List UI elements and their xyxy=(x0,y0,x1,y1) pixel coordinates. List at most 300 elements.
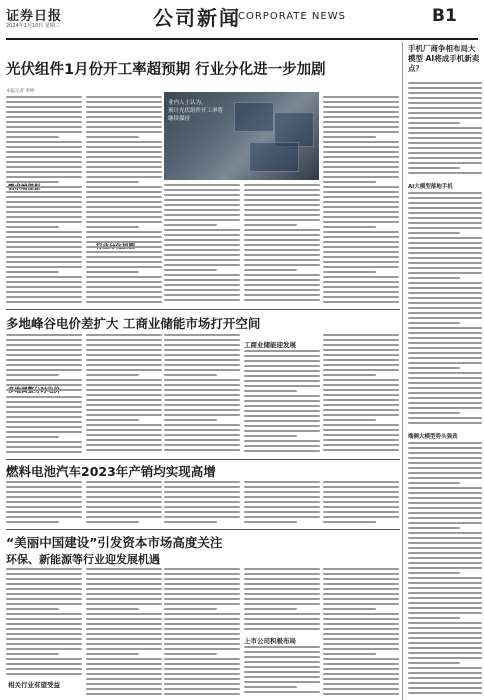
text-line xyxy=(244,651,320,653)
text-line xyxy=(323,658,399,660)
text-line xyxy=(86,444,162,446)
text-line xyxy=(408,312,482,314)
text-line xyxy=(6,638,82,640)
text-line xyxy=(6,106,82,108)
text-line xyxy=(164,653,217,655)
text-line xyxy=(6,496,82,498)
text-line xyxy=(323,678,399,680)
text-line xyxy=(164,359,240,361)
text-line xyxy=(408,587,482,589)
text-line xyxy=(86,481,162,483)
text-line xyxy=(86,344,162,346)
text-line xyxy=(164,229,240,231)
text-line xyxy=(244,676,320,678)
text-line xyxy=(164,506,240,508)
body-text-column xyxy=(164,334,240,456)
text-line xyxy=(408,522,482,524)
text-line xyxy=(6,663,82,665)
text-line xyxy=(323,334,399,336)
body-text-column xyxy=(244,350,320,456)
text-line xyxy=(244,370,320,372)
text-line xyxy=(6,384,82,386)
text-line xyxy=(408,692,482,694)
text-line xyxy=(86,186,162,188)
text-line xyxy=(6,421,82,423)
text-line xyxy=(6,221,82,223)
text-line xyxy=(408,132,482,134)
text-line xyxy=(6,231,82,233)
text-line xyxy=(408,332,482,334)
text-line xyxy=(86,506,162,508)
text-line xyxy=(408,197,482,199)
text-line xyxy=(6,141,82,143)
text-line xyxy=(244,435,297,437)
text-line xyxy=(86,429,162,431)
text-line xyxy=(164,521,217,523)
text-line xyxy=(86,196,162,198)
text-line xyxy=(86,486,162,488)
text-line xyxy=(86,206,162,208)
text-line xyxy=(6,486,82,488)
text-line xyxy=(408,592,482,594)
text-line xyxy=(408,297,482,299)
text-line xyxy=(164,394,240,396)
text-line xyxy=(164,214,240,216)
text-line xyxy=(244,289,320,291)
text-line xyxy=(164,491,240,493)
text-line xyxy=(323,693,399,695)
text-line xyxy=(6,516,82,518)
text-line xyxy=(6,251,82,253)
text-line xyxy=(408,367,460,369)
text-line xyxy=(408,402,482,404)
text-line xyxy=(244,691,320,693)
text-line xyxy=(6,131,82,133)
text-line xyxy=(323,141,399,143)
text-line xyxy=(408,627,482,629)
text-line xyxy=(323,409,399,411)
text-line xyxy=(86,688,162,690)
text-line xyxy=(244,501,320,503)
text-line xyxy=(323,496,399,498)
text-line xyxy=(164,496,240,498)
text-line xyxy=(323,136,376,138)
sidebar-divider xyxy=(402,42,403,700)
text-line xyxy=(164,688,240,690)
text-line xyxy=(244,264,320,266)
text-line xyxy=(408,102,482,104)
text-line xyxy=(244,184,320,186)
text-line xyxy=(408,652,482,654)
text-line xyxy=(244,194,320,196)
text-line xyxy=(323,261,399,263)
text-line xyxy=(86,573,162,575)
text-line xyxy=(323,339,399,341)
text-line xyxy=(164,384,240,386)
text-line xyxy=(323,146,399,148)
text-line xyxy=(323,226,376,228)
text-line xyxy=(408,397,482,399)
text-line xyxy=(323,673,399,675)
text-line xyxy=(408,607,482,609)
text-line xyxy=(408,267,482,269)
text-line xyxy=(323,281,399,283)
text-line xyxy=(408,482,460,484)
text-line xyxy=(6,121,82,123)
text-line xyxy=(86,359,162,361)
text-line xyxy=(244,671,320,673)
sidebar-article xyxy=(405,42,484,700)
text-line xyxy=(164,449,240,451)
text-line xyxy=(86,241,162,243)
page-number: B1 xyxy=(432,6,457,26)
text-line xyxy=(86,106,162,108)
text-line xyxy=(244,410,320,412)
text-line xyxy=(323,439,399,441)
text-line xyxy=(6,673,82,675)
text-line xyxy=(6,101,82,103)
text-line xyxy=(323,251,399,253)
text-line xyxy=(86,389,162,391)
text-line xyxy=(6,111,82,113)
text-line xyxy=(244,588,320,590)
text-line xyxy=(244,209,320,211)
text-line xyxy=(408,507,482,509)
text-line xyxy=(164,294,240,296)
text-line xyxy=(6,286,82,288)
text-line xyxy=(244,350,320,352)
text-line xyxy=(244,254,320,256)
body-text-column xyxy=(408,82,482,178)
text-line xyxy=(86,424,162,426)
text-line xyxy=(86,449,162,451)
text-line xyxy=(408,222,482,224)
text-line xyxy=(244,234,320,236)
text-line xyxy=(6,593,82,595)
text-line xyxy=(164,439,240,441)
text-line xyxy=(86,653,139,655)
text-line xyxy=(323,501,399,503)
text-line xyxy=(86,379,162,381)
text-line xyxy=(323,486,399,488)
text-line xyxy=(408,307,482,309)
text-line xyxy=(408,122,460,124)
text-line xyxy=(408,467,482,469)
text-line xyxy=(6,506,82,508)
text-line xyxy=(323,598,399,600)
text-line xyxy=(244,400,320,402)
text-line xyxy=(6,608,59,610)
text-line xyxy=(323,151,399,153)
text-line xyxy=(6,623,82,625)
text-line xyxy=(408,247,482,249)
article-divider xyxy=(6,529,400,530)
text-line xyxy=(244,440,320,442)
text-line xyxy=(323,256,399,258)
text-line xyxy=(6,276,82,278)
text-line xyxy=(86,608,139,610)
text-line xyxy=(86,623,162,625)
text-line xyxy=(323,603,399,605)
text-line xyxy=(244,521,297,523)
text-line xyxy=(164,608,217,610)
text-line xyxy=(323,286,399,288)
text-line xyxy=(323,171,399,173)
text-line xyxy=(164,444,240,446)
text-line xyxy=(244,189,320,191)
text-line xyxy=(164,424,240,426)
text-line xyxy=(323,374,376,376)
text-line xyxy=(6,271,59,273)
text-line xyxy=(408,442,482,444)
text-line xyxy=(164,364,240,366)
text-line xyxy=(6,583,82,585)
text-line xyxy=(408,192,482,194)
text-line xyxy=(244,573,320,575)
text-line xyxy=(244,259,320,261)
text-line xyxy=(408,412,460,414)
text-line xyxy=(323,166,399,168)
text-line xyxy=(408,97,482,99)
text-line xyxy=(408,407,482,409)
text-line xyxy=(164,628,240,630)
body-text-column xyxy=(408,442,482,698)
text-line xyxy=(164,219,240,221)
text-line xyxy=(244,405,320,407)
body-text-column xyxy=(6,334,82,394)
text-line xyxy=(86,171,162,173)
text-line xyxy=(86,301,162,303)
text-line xyxy=(244,415,320,417)
text-line xyxy=(6,176,82,178)
text-line xyxy=(408,167,460,169)
text-line xyxy=(323,633,399,635)
text-line xyxy=(408,142,482,144)
text-line xyxy=(408,382,482,384)
body-text-column xyxy=(244,646,320,698)
text-line xyxy=(86,166,162,168)
text-line xyxy=(86,141,162,143)
text-line xyxy=(6,211,82,213)
text-line xyxy=(164,603,240,605)
text-line xyxy=(6,171,82,173)
text-line xyxy=(408,362,482,364)
text-line xyxy=(408,477,482,479)
text-line xyxy=(323,588,399,590)
text-line xyxy=(86,146,162,148)
text-line xyxy=(408,602,482,604)
text-line xyxy=(6,246,82,248)
text-line xyxy=(6,281,82,283)
body-text-column xyxy=(164,481,240,526)
text-line xyxy=(408,302,482,304)
text-line xyxy=(164,289,240,291)
text-line xyxy=(408,92,482,94)
text-line xyxy=(86,521,139,523)
text-line xyxy=(323,648,399,650)
text-line xyxy=(164,374,217,376)
text-line xyxy=(164,244,240,246)
text-line xyxy=(408,277,460,279)
text-line xyxy=(408,342,482,344)
text-line xyxy=(408,252,482,254)
text-line xyxy=(323,349,399,351)
text-line xyxy=(408,202,482,204)
text-line xyxy=(164,578,240,580)
text-line xyxy=(408,162,482,164)
text-line xyxy=(408,642,482,644)
text-line xyxy=(323,568,399,570)
text-line xyxy=(6,156,82,158)
text-line xyxy=(408,422,482,424)
text-line xyxy=(244,430,320,432)
text-line xyxy=(164,199,240,201)
text-line xyxy=(408,232,460,234)
text-line xyxy=(323,126,399,128)
text-line xyxy=(408,282,482,284)
article-divider xyxy=(6,309,400,310)
text-line xyxy=(164,194,240,196)
text-line xyxy=(6,501,82,503)
text-line xyxy=(86,583,162,585)
text-line xyxy=(6,451,82,453)
text-line xyxy=(6,396,82,398)
text-line xyxy=(244,568,320,570)
article-byline: 本报记者 李婷 xyxy=(6,89,35,94)
text-line xyxy=(86,276,162,278)
text-line xyxy=(86,593,162,595)
text-line xyxy=(164,409,240,411)
text-line xyxy=(86,296,162,298)
text-line xyxy=(323,291,399,293)
text-line xyxy=(164,481,240,483)
text-line xyxy=(323,191,399,193)
section-title: 公司新闻 xyxy=(153,6,241,30)
text-line xyxy=(6,648,82,650)
text-line xyxy=(86,419,139,421)
text-line xyxy=(86,191,162,193)
text-line xyxy=(408,172,482,174)
text-line xyxy=(6,146,82,148)
text-line xyxy=(408,347,482,349)
text-line xyxy=(86,434,162,436)
text-line xyxy=(6,411,82,413)
text-line xyxy=(323,354,399,356)
text-line xyxy=(6,186,82,188)
text-line xyxy=(86,121,162,123)
text-line xyxy=(408,322,460,324)
text-line xyxy=(86,246,162,248)
text-line xyxy=(164,399,240,401)
text-line xyxy=(408,207,482,209)
text-line xyxy=(408,657,482,659)
text-line xyxy=(408,212,482,214)
text-line xyxy=(323,623,399,625)
text-line xyxy=(323,491,399,493)
text-line xyxy=(86,613,162,615)
text-line xyxy=(86,261,162,263)
text-line xyxy=(323,221,399,223)
text-line xyxy=(323,638,399,640)
text-line xyxy=(6,266,82,268)
text-line xyxy=(323,481,399,483)
text-line xyxy=(323,521,376,523)
text-line xyxy=(323,344,399,346)
text-line xyxy=(6,598,82,600)
text-line xyxy=(323,506,399,508)
text-line xyxy=(164,419,217,421)
text-line xyxy=(408,682,482,684)
text-line xyxy=(408,512,482,514)
text-line xyxy=(323,628,399,630)
text-line xyxy=(86,399,162,401)
text-line xyxy=(323,404,399,406)
text-line xyxy=(164,234,240,236)
text-line xyxy=(86,176,162,178)
text-line xyxy=(323,379,399,381)
text-line xyxy=(86,136,139,138)
text-line xyxy=(323,359,399,361)
text-line xyxy=(164,568,240,570)
text-line xyxy=(86,618,162,620)
text-line xyxy=(164,334,240,336)
text-line xyxy=(6,181,59,183)
text-line xyxy=(164,588,240,590)
text-line xyxy=(244,598,320,600)
text-line xyxy=(408,492,482,494)
text-line xyxy=(244,299,320,301)
newspaper-logo: 证券日报 xyxy=(6,9,63,24)
text-line xyxy=(86,161,162,163)
text-line xyxy=(86,568,162,570)
text-line xyxy=(86,111,162,113)
text-line xyxy=(244,628,320,630)
text-line xyxy=(323,216,399,218)
text-line xyxy=(323,389,399,391)
text-line xyxy=(244,506,320,508)
text-line xyxy=(323,399,399,401)
text-line xyxy=(164,344,240,346)
text-line xyxy=(244,583,320,585)
text-line xyxy=(6,481,82,483)
text-line xyxy=(86,693,162,695)
text-line xyxy=(244,365,320,367)
text-line xyxy=(408,337,482,339)
text-line xyxy=(164,204,240,206)
text-line xyxy=(86,409,162,411)
text-line xyxy=(244,491,320,493)
subhead: 工商业储能迎发展 xyxy=(244,341,296,349)
text-line xyxy=(408,547,482,549)
text-line xyxy=(164,648,240,650)
text-line xyxy=(244,269,297,271)
text-line xyxy=(408,237,482,239)
text-line xyxy=(6,431,82,433)
text-line xyxy=(164,613,240,615)
text-line xyxy=(164,511,240,513)
text-line xyxy=(408,352,482,354)
text-line xyxy=(86,236,162,238)
article-divider xyxy=(6,459,400,460)
text-line xyxy=(244,284,320,286)
text-line xyxy=(408,137,482,139)
text-line xyxy=(408,242,482,244)
text-line xyxy=(164,643,240,645)
text-line xyxy=(86,648,162,650)
text-line xyxy=(6,511,82,513)
text-line xyxy=(164,693,240,695)
text-line xyxy=(6,603,82,605)
